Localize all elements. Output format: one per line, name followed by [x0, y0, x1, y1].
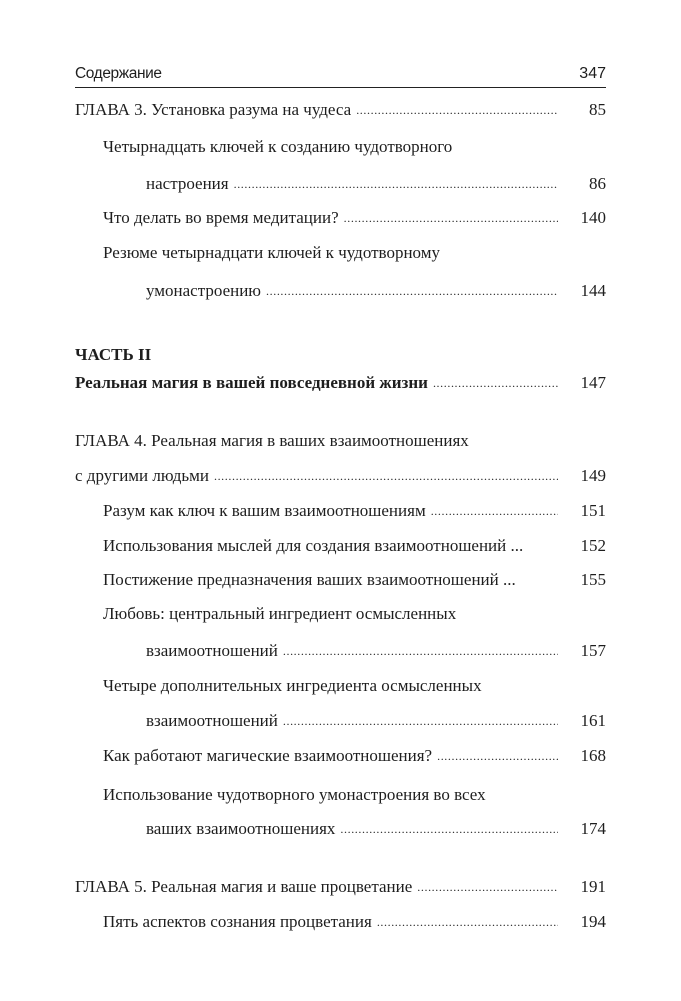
toc-entry-text: Четыре дополнительных ингредиента осмысленных: [103, 676, 482, 695]
part-label: ЧАСТЬ II: [75, 345, 152, 364]
toc-entry[interactable]: [103, 910, 606, 934]
toc-entry[interactable]: [103, 783, 606, 807]
toc-page-number: 151: [580, 501, 606, 520]
dot-leader: [214, 464, 558, 488]
dot-leader: [431, 499, 558, 523]
toc-entry[interactable]: [103, 568, 606, 592]
toc-entry-text: Пять аспектов сознания процветания: [103, 912, 372, 931]
toc-entry-text: ГЛАВА 3. Установка разума на чудеса: [75, 100, 352, 119]
toc-page-number: 168: [580, 746, 606, 765]
toc-entry-text: ГЛАВА 4. Реальная магия в ваших взаимоотношениях: [75, 431, 469, 450]
toc-entry-text: Постижение предназначения ваших взаимоотношений ...: [103, 570, 516, 589]
dot-leader: [283, 639, 558, 663]
toc-entry[interactable]: [103, 674, 606, 698]
toc-entry-continuation[interactable]: [146, 709, 606, 733]
running-header-title: Содержание: [75, 65, 162, 82]
toc-page-number: 140: [580, 208, 606, 227]
toc-page-number: 144: [580, 281, 606, 300]
toc-entry-text: ваших взаимоотношениях: [146, 819, 336, 838]
dot-leader: [377, 910, 558, 934]
toc-entry-continuation[interactable]: [146, 279, 606, 303]
toc-entry-text: Реальная магия в вашей повседневной жизни: [75, 373, 428, 392]
toc-page-number: 86: [589, 174, 606, 193]
toc-entry-continuation[interactable]: [146, 172, 606, 196]
toc-page-number: 147: [580, 373, 606, 392]
dot-leader: [344, 206, 558, 230]
toc-page-number: 155: [580, 570, 606, 589]
toc-chapter-5[interactable]: [75, 875, 606, 899]
dot-leader: [356, 98, 558, 122]
toc-entry-text: Разум как ключ к вашим взаимоотношениям: [103, 501, 426, 520]
toc-part-heading: [75, 343, 606, 367]
dot-leader: [283, 709, 558, 733]
toc-entry[interactable]: [103, 534, 606, 558]
toc-entry-text: Что делать во время медитации?: [103, 208, 339, 227]
toc-page-number: 149: [580, 466, 606, 485]
toc-entry-text: умонастроению: [146, 281, 262, 300]
toc-page-number: 191: [580, 877, 606, 896]
toc-entry-text: с другими людьми: [75, 466, 209, 485]
toc-entry-continuation[interactable]: [75, 464, 606, 488]
toc-entry-continuation[interactable]: [146, 817, 606, 841]
running-header: [75, 63, 606, 88]
toc-entry[interactable]: [103, 744, 606, 768]
toc-entry-text: Как работают магические взаимоотношения?: [103, 746, 433, 765]
dot-leader: [417, 875, 558, 899]
toc-part-2[interactable]: [75, 371, 606, 395]
toc-page-number: 152: [580, 536, 606, 555]
toc-entry-text: Четырнадцать ключей к созданию чудотворного: [103, 137, 453, 156]
toc-entry-text: взаимоотношений: [146, 711, 278, 730]
toc-entry-text: ГЛАВА 5. Реальная магия и ваше процветание: [75, 877, 413, 896]
page-number: 347: [579, 65, 606, 82]
toc-entry-text: Использования мыслей для создания взаимоотношений ...: [103, 536, 524, 555]
toc-chapter-3[interactable]: [75, 98, 606, 122]
toc-entry-text: Использование чудотворного умонастроения во всех: [103, 785, 486, 804]
toc-entry-continuation[interactable]: [146, 639, 606, 663]
toc-chapter-4[interactable]: [75, 429, 606, 453]
toc-entry[interactable]: [103, 241, 606, 265]
toc-entry[interactable]: [103, 499, 606, 523]
toc-page-number: 174: [580, 819, 606, 838]
toc-page-number: 194: [580, 912, 606, 931]
toc-page-number: 161: [580, 711, 606, 730]
dot-leader: [437, 744, 558, 768]
toc-page-number: 85: [589, 100, 606, 119]
dot-leader: [433, 371, 558, 395]
toc-entry[interactable]: [103, 206, 606, 230]
dot-leader: [266, 279, 558, 303]
toc-entry-text: Любовь: центральный ингредиент осмысленных: [103, 604, 457, 623]
toc-entry-text: настроения: [146, 174, 229, 193]
toc-entry-text: взаимоотношений: [146, 641, 278, 660]
toc-entry[interactable]: [103, 135, 606, 159]
dot-leader: [234, 172, 558, 196]
toc-entry-text: Резюме четырнадцати ключей к чудотворному: [103, 243, 440, 262]
dot-leader: [340, 817, 558, 841]
toc-page-number: 157: [580, 641, 606, 660]
toc-entry[interactable]: [103, 602, 606, 626]
